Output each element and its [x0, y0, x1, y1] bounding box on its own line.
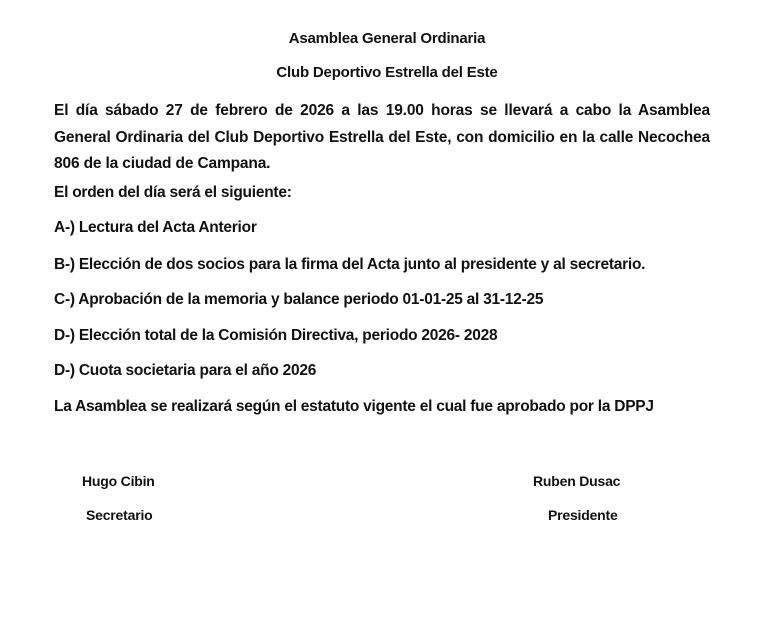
agenda-item-d: D-) Elección total de la Comisión Directiva, periodo 2026- 2028 — [54, 327, 498, 344]
agenda-intro: El orden del día será el siguiente: — [54, 184, 292, 201]
secretary-role: Secretario — [86, 507, 153, 523]
closing-statement: La Asamblea se realizará según el estatuto vigente el cual fue aprobado por la DPPJ — [54, 398, 654, 415]
agenda-item-b: B-) Elección de dos socios para la firma del Acta junto al presidente y al secretario. — [54, 256, 646, 273]
club-name: Club Deportivo Estrella del Este — [276, 64, 498, 81]
agenda-item-c: C-) Aprobación de la memoria y balance periodo 01-01-25 al 31-12-25 — [54, 291, 544, 308]
agenda-item-a: A-) Lectura del Acta Anterior — [54, 219, 257, 236]
president-role: Presidente — [548, 507, 618, 523]
agenda-item-d2: D-) Cuota societaria para el año 2026 — [54, 362, 317, 379]
document-title: Asamblea General Ordinaria — [288, 30, 486, 47]
president-name: Ruben Dusac — [533, 473, 621, 489]
intro-paragraph: El día sábado 27 de febrero de 2026 a las 19.00 horas se llevará a cabo la Asamblea General Ordinaria del Club Deportivo Estrella del Este, con domicilio en la calle Necochea 806 de la ciudad de Campana. — [54, 102, 710, 172]
secretary-name: Hugo Cibin — [82, 473, 155, 489]
